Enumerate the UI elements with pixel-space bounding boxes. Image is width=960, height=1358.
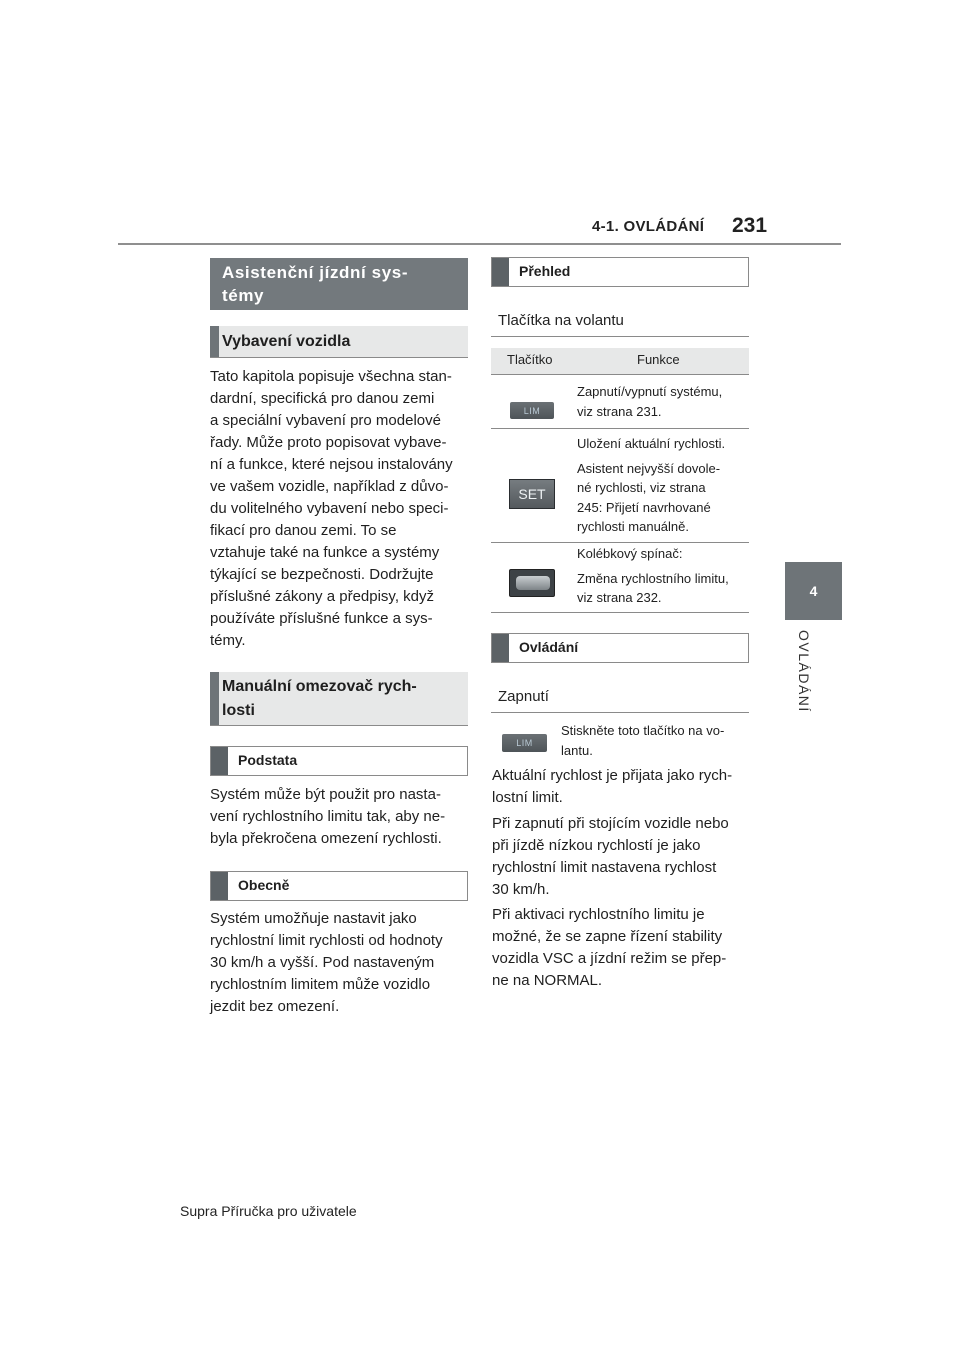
table-cell-line: Kolébkový spínač: <box>577 546 683 561</box>
page-number: 231 <box>732 214 768 237</box>
paragraph-line: vztahuje také na funkce a systémy <box>210 544 440 561</box>
paragraph-line: 30 km/h a vyšší. Pod nastaveným <box>210 954 435 971</box>
tlacitka-heading <box>491 304 749 337</box>
table-header-function: Funkce <box>637 352 680 367</box>
paragraph-line: lostní limit. <box>492 789 563 806</box>
paragraph-line: 30 km/h. <box>492 881 550 898</box>
instruction-line: lantu. <box>561 742 593 758</box>
set-button-icon: SET <box>509 479 555 509</box>
table-row-divider <box>491 542 749 543</box>
table-row-function <box>577 434 749 537</box>
zapnuti-heading <box>491 680 749 713</box>
paragraph-line: Systém může být použit pro nasta- <box>210 786 441 803</box>
limiter-heading-line: losti <box>222 701 255 719</box>
paragraph-line: při jízdě nízkou rychlostí je jako <box>492 837 701 854</box>
paragraph-line: Systém umožňuje nastavit jako <box>210 910 417 927</box>
prehled-heading-text: Přehled <box>519 263 571 279</box>
paragraph-line: byla překročena omezení rychlosti. <box>210 830 442 847</box>
table-cell-line: né rychlosti, viz strana <box>577 480 706 495</box>
chapter-heading-line: Asistenční jízdní sys- <box>222 263 409 282</box>
table-row-function <box>577 382 749 421</box>
footer-manual-title: Supra Příručka pro uživatele <box>180 1203 357 1219</box>
table-cell-line: viz strana 231. <box>577 403 662 419</box>
table-row-divider <box>491 428 749 429</box>
paragraph-line: a speciální vybavení pro modelové <box>210 412 441 429</box>
vybaveni-paragraph <box>210 366 472 652</box>
zapnuti-paragraph-1 <box>492 765 754 809</box>
paragraph-line: Při aktivaci rychlostního limitu je <box>492 906 705 923</box>
table-row-function <box>577 544 749 608</box>
vybaveni-heading <box>210 326 468 358</box>
obecne-paragraph <box>210 908 472 1018</box>
obecne-heading <box>210 871 468 901</box>
table-cell-line: Změna rychlostního limitu, <box>577 570 729 586</box>
section-title: 4-1. OVLÁDÁNÍ <box>592 218 705 235</box>
paragraph-line: ní a funkce, které nejsou instalovány <box>210 456 453 473</box>
paragraph-line: možné, že se zapne řízení stability <box>492 928 723 945</box>
instruction-line: Stiskněte toto tlačítko na vo- <box>561 723 725 738</box>
paragraph-line: rychlostní limit rychlosti od hodnoty <box>210 932 443 949</box>
paragraph-line: ve vašem vozidle, například z důvo- <box>210 478 449 495</box>
paragraph-line: příslušné zákony a předpisy, když <box>210 588 434 605</box>
paragraph-line: používáte příslušné funkce a sys- <box>210 610 433 627</box>
paragraph-line: jezdit bez omezení. <box>210 998 340 1015</box>
lim-button-icon: LIM <box>510 402 554 419</box>
chapter-tab-label: OVLÁDÁNÍ <box>796 630 812 713</box>
paragraph-line: rychlostní limit nastavena rychlost <box>492 859 717 876</box>
chapter-heading-line: témy <box>222 286 265 305</box>
table-header <box>491 348 749 375</box>
table-row-divider <box>491 612 749 613</box>
paragraph-line: vení rychlostního limitu tak, aby ne- <box>210 808 446 825</box>
paragraph-line: rychlostním limitem může vozidlo <box>210 976 431 993</box>
ovladani-heading-text: Ovládání <box>519 639 579 655</box>
paragraph-line: Aktuální rychlost je přijata jako rych- <box>492 767 733 784</box>
paragraph-line: Při zapnutí při stojícím vozidle nebo <box>492 815 729 832</box>
zapnuti-paragraph-3 <box>492 904 754 992</box>
table-cell-line: Asistent nejvyšší dovole- <box>577 460 721 476</box>
paragraph-line: řady. Může proto popisovat vybave- <box>210 434 447 451</box>
paragraph-line: témy. <box>210 632 246 649</box>
paragraph-line: ne na NORMAL. <box>492 972 603 989</box>
table-cell-line: rychlosti manuálně. <box>577 519 689 534</box>
paragraph-line: fikací pro danou zemi. To se <box>210 522 397 539</box>
paragraph-line: du volitelného vybavení nebo speci- <box>210 500 449 517</box>
limiter-heading-line: Manuální omezovač rych- <box>222 677 417 695</box>
header-divider <box>118 243 841 245</box>
paragraph-line: Tato kapitola popisuje všechna stan- <box>210 368 452 385</box>
vybaveni-heading-text: Vybavení vozidla <box>222 332 351 350</box>
table-cell-line: Zapnutí/vypnutí systému, <box>577 384 723 399</box>
podstata-heading-text: Podstata <box>238 752 298 768</box>
lim-button-icon: LIM <box>502 734 547 752</box>
ovladani-heading <box>491 633 749 663</box>
chapter-heading <box>210 258 468 310</box>
table-header-button: Tlačítko <box>507 352 553 367</box>
podstata-heading <box>210 746 468 776</box>
zapnuti-heading-text: Zapnutí <box>498 687 549 705</box>
prehled-heading <box>491 257 749 287</box>
rocker-switch-icon <box>509 569 555 597</box>
paragraph-line: vozidla VSC a jízdní režim se přep- <box>492 950 727 967</box>
paragraph-line: týkající se bezpečnosti. Dodržujte <box>210 566 434 583</box>
tlacitka-heading-text: Tlačítka na volantu <box>498 311 624 329</box>
chapter-tab[interactable] <box>785 562 842 620</box>
obecne-heading-text: Obecně <box>238 877 290 893</box>
table-cell-line: Uložení aktuální rychlosti. <box>577 436 726 451</box>
press-instruction <box>561 721 751 760</box>
table-cell-line: viz strana 232. <box>577 590 662 605</box>
limiter-heading <box>210 672 468 726</box>
zapnuti-paragraph-2 <box>492 813 754 901</box>
paragraph-line: dardní, specifická pro danou zemi <box>210 390 435 407</box>
table-cell-line: 245: Přijetí navrhované <box>577 499 711 515</box>
chapter-tab-number: 4 <box>809 583 818 599</box>
podstata-paragraph <box>210 784 472 850</box>
